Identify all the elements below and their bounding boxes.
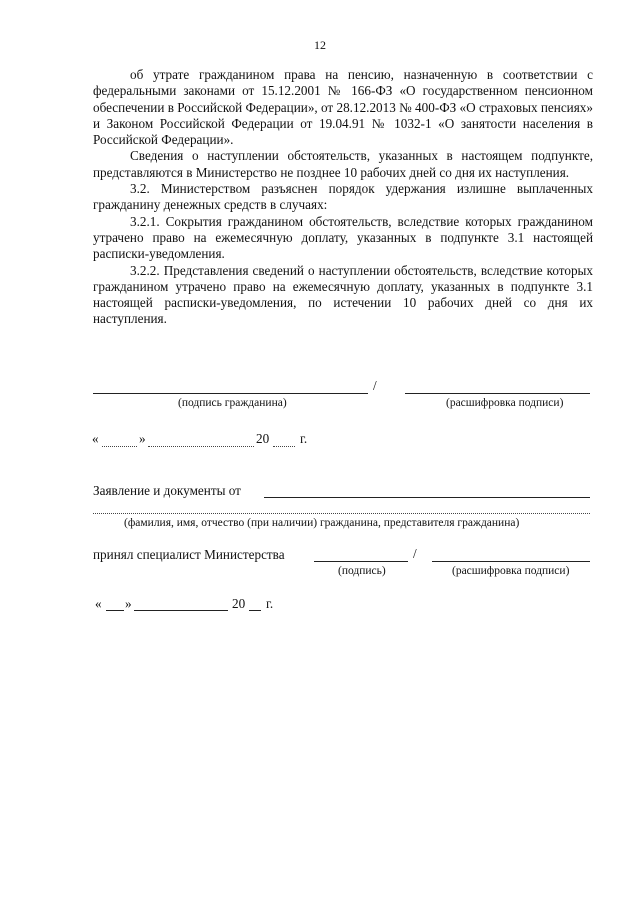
date-year-line	[273, 446, 295, 447]
citizen-decoding-caption: (расшифровка подписи)	[446, 397, 564, 409]
date2-close-quote: »	[125, 596, 132, 611]
date-close-quote: »	[139, 431, 146, 446]
paragraph-3-2-1: 3.2.1. Сокрытия гражданином обстоятельств, вследствие которых гражданином утрачено право на ежемесячную доплату, указанных в подпункте 3.1 настоящей расписки-уведомления.	[93, 213, 593, 262]
body-text	[93, 67, 593, 328]
application-caption: (фамилия, имя, отчество (при наличии) гражданина, представителя гражданина)	[124, 517, 520, 529]
date2-year-prefix: 20	[232, 596, 246, 611]
date-year-prefix: 20	[256, 431, 270, 446]
application-second-line	[93, 513, 590, 514]
citizen-signature-line	[93, 393, 368, 394]
application-name-line	[264, 497, 590, 498]
date2-open-quote: «	[95, 596, 102, 611]
page-number: 12	[314, 38, 326, 52]
date2-year-line	[249, 610, 261, 611]
specialist-decoding-line	[432, 561, 590, 562]
accepted-slash: /	[413, 546, 417, 561]
date-open-quote: «	[92, 431, 99, 446]
date2-day-line	[106, 610, 124, 611]
signature-slash: /	[373, 378, 377, 393]
date2-year-suffix: г.	[266, 596, 274, 611]
specialist-signature-line	[314, 561, 408, 562]
date2-month-line	[134, 610, 228, 611]
citizen-decoding-line	[405, 393, 590, 394]
date-year-suffix: г.	[300, 431, 308, 446]
date-month-line	[148, 446, 254, 447]
date-day-line	[102, 446, 137, 447]
application-label: Заявление и документы от	[93, 483, 241, 498]
specialist-decoding-caption: (расшифровка подписи)	[452, 565, 570, 577]
specialist-signature-caption: (подпись)	[338, 565, 386, 577]
paragraph-pension-loss: об утрате гражданином права на пенсию, назначенную в соответствии с федеральными законами от 15.12.2001 № 166-ФЗ «О государственном пенсионном обеспечении в Российской Федерации», от 28.12.2013 № 400-ФЗ «О страховых пенсиях» и Законом Российской Федерации от 19.04.91 № 1032-1 «О занятости населения в Российской Федерации».	[93, 67, 593, 148]
accepted-label: принял специалист Министерства	[93, 547, 285, 562]
citizen-signature-caption: (подпись гражданина)	[178, 397, 287, 409]
paragraph-3-2: 3.2. Министерством разъяснен порядок удержания излишне выплаченных гражданину денежных средств в случаях:	[93, 181, 593, 213]
paragraph-notification-deadline: Сведения о наступлении обстоятельств, указанных в настоящем подпункте, представляются в Министерство не позднее 10 рабочих дней со дня их наступления.	[93, 148, 593, 180]
paragraph-3-2-2: 3.2.2. Представления сведений о наступлении обстоятельств, вследствие которых гражданином утрачено право на ежемесячную доплату, указанных в подпункте 3.1 настоящей расписки-уведомления, по истечении 10 рабочих дней со дня их наступления.	[93, 262, 593, 327]
